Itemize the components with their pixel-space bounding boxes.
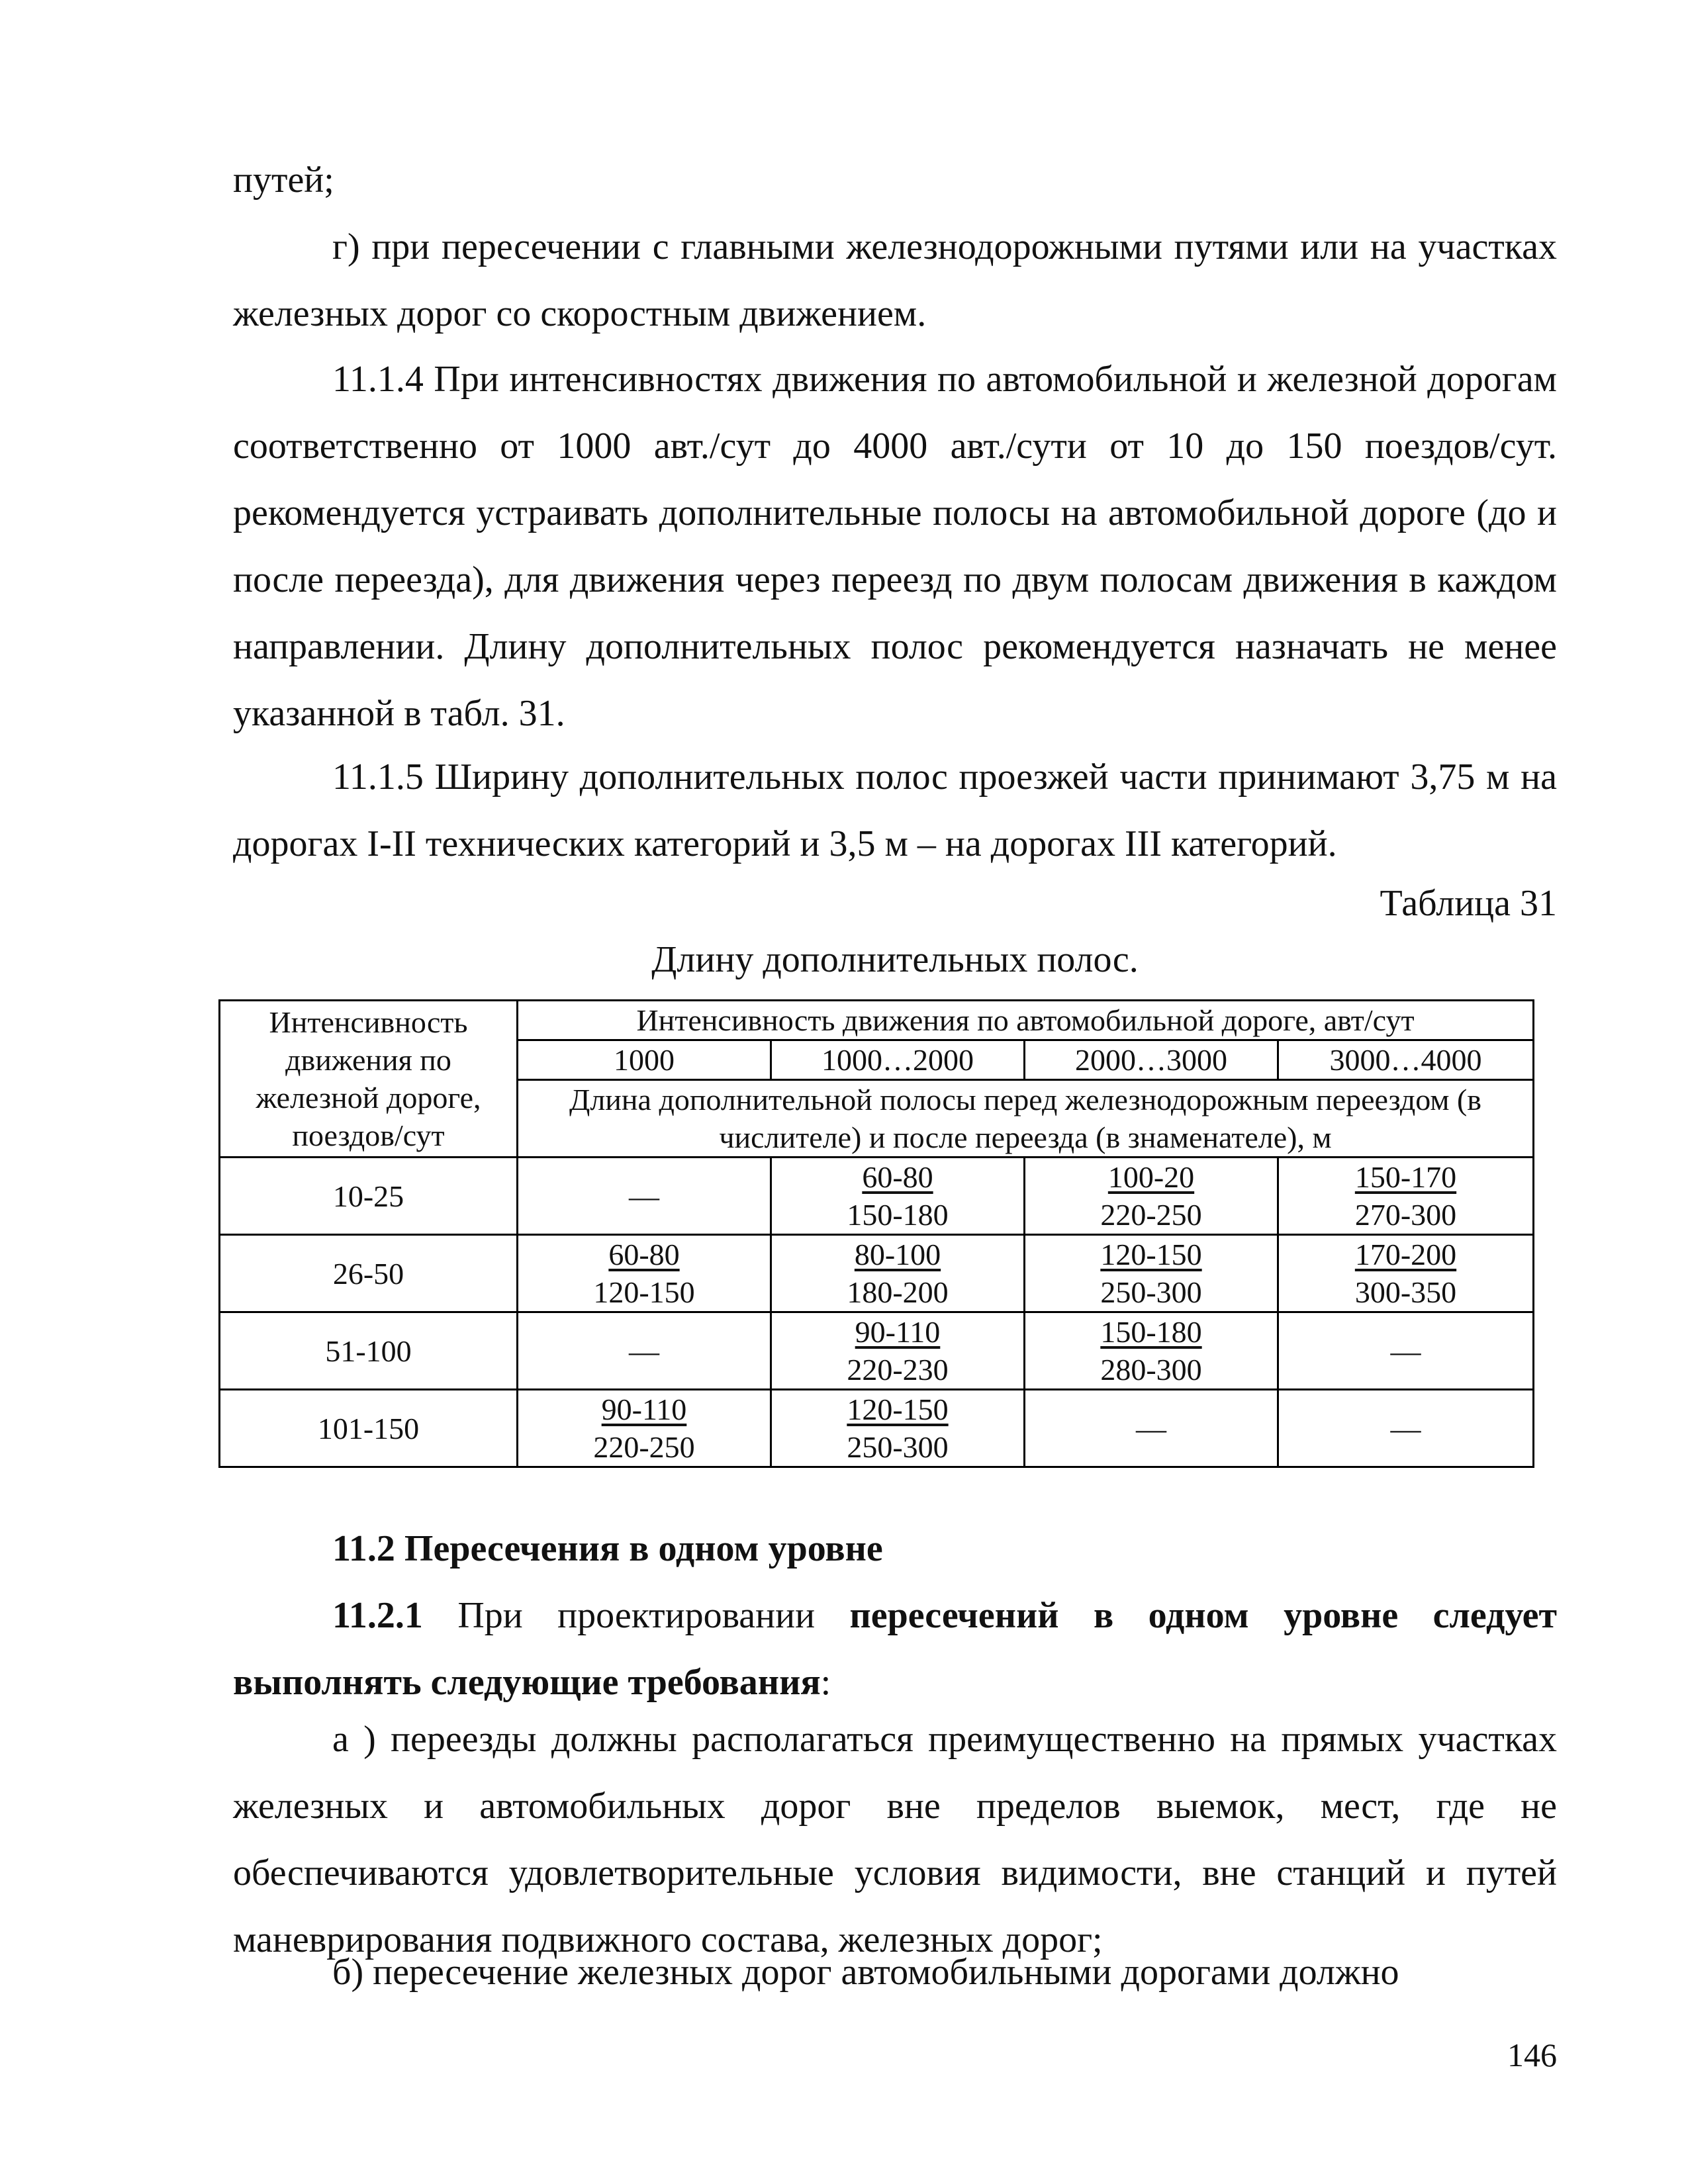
paragraph-item-g: г) при пересечении с главными железнодорожными путями или на участках железных дорог со скоростным движением. <box>233 226 1557 334</box>
row-label: 26-50 <box>220 1235 518 1312</box>
fraction-cell <box>1278 1158 1534 1235</box>
fraction-cell <box>771 1390 1025 1467</box>
table-row <box>220 1158 1534 1235</box>
numerator: 60-80 <box>608 1238 680 1271</box>
fraction-cell <box>518 1390 771 1467</box>
numerator: 90-110 <box>855 1315 941 1349</box>
numerator: 100-20 <box>1107 1160 1195 1194</box>
paragraph-item-b: б) пересечение железных дорог автомобильными дорогами должно <box>332 1952 1399 1993</box>
dash-cell: — <box>518 1312 771 1390</box>
denominator: 220-250 <box>593 1430 695 1464</box>
numerator: 170-200 <box>1354 1238 1457 1271</box>
numerator: 80-100 <box>854 1238 941 1271</box>
numerator: 120-150 <box>1100 1238 1202 1271</box>
clause-bold-text: пересечений в одном уровне следует выполнять следующие требования <box>233 1595 1558 1703</box>
denominator: 300-350 <box>1354 1275 1457 1309</box>
row-label: 101-150 <box>220 1390 518 1467</box>
paragraph-11-1-5: 11.1.5 Ширину дополнительных полос проезжей части принимают 3,75 м на дорогах I-II технических категорий и 3,5 м – на дорогах III категорий. <box>233 756 1557 864</box>
dash-cell: — <box>1025 1390 1278 1467</box>
fraction-cell <box>771 1312 1025 1390</box>
numerator: 120-150 <box>847 1392 949 1426</box>
dash-cell: — <box>1278 1312 1534 1390</box>
paragraph-11-2-1 <box>233 1582 1557 1716</box>
denominator: 220-250 <box>1100 1198 1202 1232</box>
section-heading: 11.2 Пересечения в одном уровне <box>332 1528 883 1569</box>
denominator: 250-300 <box>1100 1275 1202 1309</box>
lane-length-table <box>218 999 1534 1468</box>
fraction-cell <box>518 1235 771 1312</box>
denominator: 250-300 <box>847 1430 949 1464</box>
table-row <box>220 1235 1534 1312</box>
denominator: 150-180 <box>847 1198 949 1232</box>
clause-number: 11.2.1 <box>332 1595 423 1636</box>
numerator: 150-170 <box>1354 1160 1457 1194</box>
denominator: 270-300 <box>1354 1198 1457 1232</box>
paragraph-item-a: а ) переезды должны располагаться преимущественно на прямых участках железных и автомобильных дорог вне пределов выемок, мест, где не обеспечиваются удовлетворительные условия видимости, вне станций и путей маневрирования подвижного состава, железных дорог; <box>233 1719 1557 1960</box>
denominator: 220-230 <box>847 1353 949 1387</box>
paragraph-continuation: путей; <box>233 159 334 201</box>
column-header: 3000…4000 <box>1278 1040 1534 1080</box>
fraction-cell <box>1025 1158 1278 1235</box>
row-label: 10-25 <box>220 1158 518 1235</box>
row-label: 51-100 <box>220 1312 518 1390</box>
dash-cell: — <box>1278 1390 1534 1467</box>
clause-text: При проектировании <box>422 1595 850 1636</box>
table-title: Длину дополнительных полос. <box>651 939 1139 980</box>
numerator: 150-180 <box>1100 1315 1202 1349</box>
fraction-cell <box>771 1235 1025 1312</box>
column-header: 1000 <box>518 1040 771 1080</box>
table-number: Таблица 31 <box>1380 883 1557 924</box>
column-header: 1000…2000 <box>771 1040 1025 1080</box>
fraction-cell <box>1025 1312 1278 1390</box>
fraction-cell <box>1278 1235 1534 1312</box>
denominator: 280-300 <box>1100 1353 1202 1387</box>
page-number: 146 <box>1507 2036 1557 2073</box>
table-row <box>220 1390 1534 1467</box>
column-header: 2000…3000 <box>1025 1040 1278 1080</box>
header-rail-intensity: Интенсивность движения по железной дороге, поездов/сут <box>220 1001 518 1158</box>
header-road-intensity: Интенсивность движения по автомобильной дороге, авт/сут <box>518 1001 1534 1040</box>
denominator: 180-200 <box>847 1275 949 1309</box>
fraction-cell <box>1025 1235 1278 1312</box>
fraction-cell <box>771 1158 1025 1235</box>
paragraph-11-1-4: 11.1.4 При интенсивностях движения по автомобильной и железной дорогам соответственно от 1000 авт./сут до 4000 авт./сути от 10 до 150 поездов/сут. рекомендуется устраивать дополнительные полосы на автомобильной дороге (до и после переезда), для движения через переезд по двум полосам движения в каждом направлении. Длину дополнительных полос рекомендуется назначать не менее указанной в табл. 31. <box>233 359 1557 734</box>
dash-cell: — <box>518 1158 771 1235</box>
denominator: 120-150 <box>593 1275 695 1309</box>
numerator: 90-110 <box>601 1392 687 1426</box>
table-row <box>220 1312 1534 1390</box>
clause-colon: : <box>820 1662 831 1703</box>
numerator: 60-80 <box>862 1160 933 1194</box>
subheader-lane-length: Длина дополнительной полосы перед железнодорожным переездом (в числителе) и после переезда (в знаменателе), м <box>518 1080 1534 1158</box>
